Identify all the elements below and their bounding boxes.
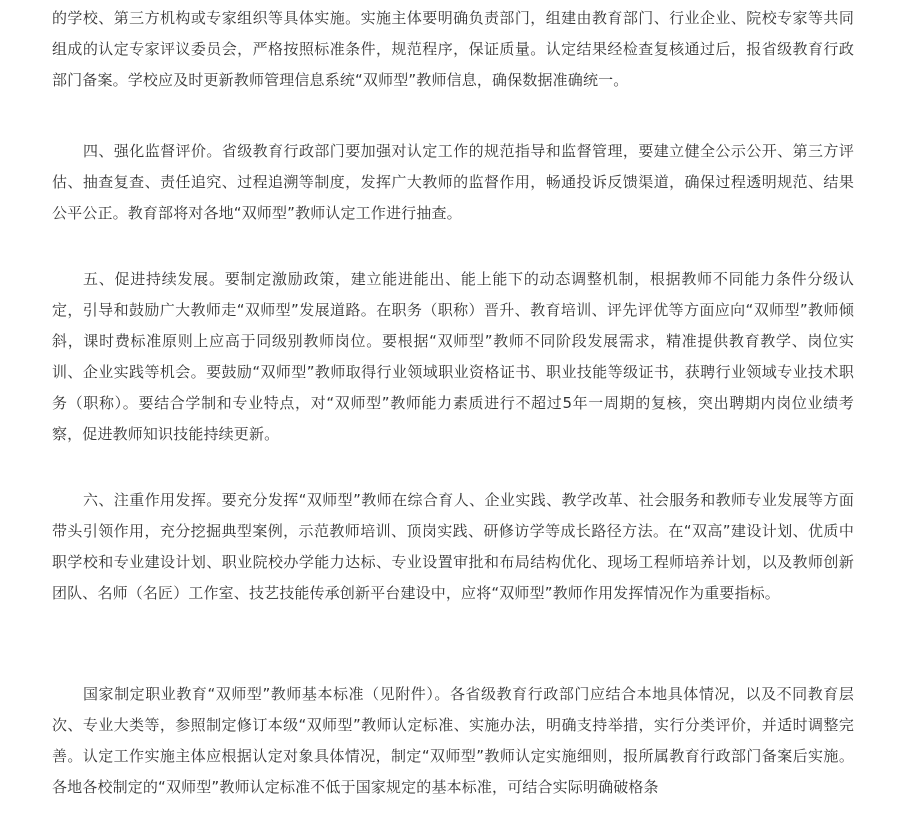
paragraph-role: 六、注重作用发挥。要充分发挥“双师型”教师在综合育人、企业实践、教学改革、社会服务和教师专业发展等方面带头引领作用，充分挖掘典型案例，示范教师培训、顶岗实践、研修访学等成长路径方法。在“双高”建设计划、优质中职学校和专业建设计划、职业院校办学能力达标、专业设置审批和布局结构优化、现场工程师培养计划，以及教师创新团队、名师（名匠）工作室、技艺技能传承创新平台建设中，应将“双师型”教师作用发挥情况作为重要指标。 bbox=[52, 491, 854, 602]
paragraph-national-standard: 国家制定职业教育“双师型”教师基本标准（见附件）。各省级教育行政部门应结合本地具体情况，以及不同教育层次、专业大类等，参照制定修订本级“双师型”教师认定标准、实施办法，明确支持举措，实行分类评价，并适时调整完善。认定工作实施主体应根据认定对象具体情况，制定“双师型”教师认定实施细则，报所属教育行政部门备案后实施。各地各校制定的“双师型”教师认定标准不低于国家规定的基本标准，可结合实际明确破格条 bbox=[52, 685, 854, 796]
paragraph-development: 五、促进持续发展。要制定激励政策，建立能进能出、能上能下的动态调整机制，根据教师不同能力条件分级认定，引导和鼓励广大教师走“双师型”发展道路。在职务（职称）晋升、教育培训、评先评优等方面应向“双师型”教师倾斜，课时费标准原则上应高于同级别教师岗位。要根据“双师型”教师不同阶段发展需求，精准提供教育教学、岗位实训、企业实践等机会。要鼓励“双师型”教师取得行业领域职业资格证书、职业技能等级证书，获聘行业领域专业技术职务（职称）。要结合学制和专业特点，对“双师型”教师能力素质进行不超过5年一周期的复核，突出聘期内岗位业绩考察，促进教师知识技能持续更新。 bbox=[52, 270, 854, 443]
paragraph-supervision: 四、强化监督评价。省级教育行政部门要加强对认定工作的规范指导和监督管理，要建立健全公示公开、第三方评估、抽查复查、责任追究、过程追溯等制度，发挥广大教师的监督作用，畅通投诉反馈渠道，确保过程透明规范、结果公平公正。教育部将对各地“双师型”教师认定工作进行抽查。 bbox=[52, 142, 854, 222]
paragraph-continuation: 的学校、第三方机构或专家组织等具体实施。实施主体要明确负责部门，组建由教育部门、行业企业、院校专家等共同组成的认定专家评议委员会，严格按照标准条件，规范程序，保证质量。认定结果经检查复核通过后，报省级教育行政部门备案。学校应及时更新教师管理信息系统“双师型”教师信息，确保数据准确统一。 bbox=[52, 9, 854, 89]
